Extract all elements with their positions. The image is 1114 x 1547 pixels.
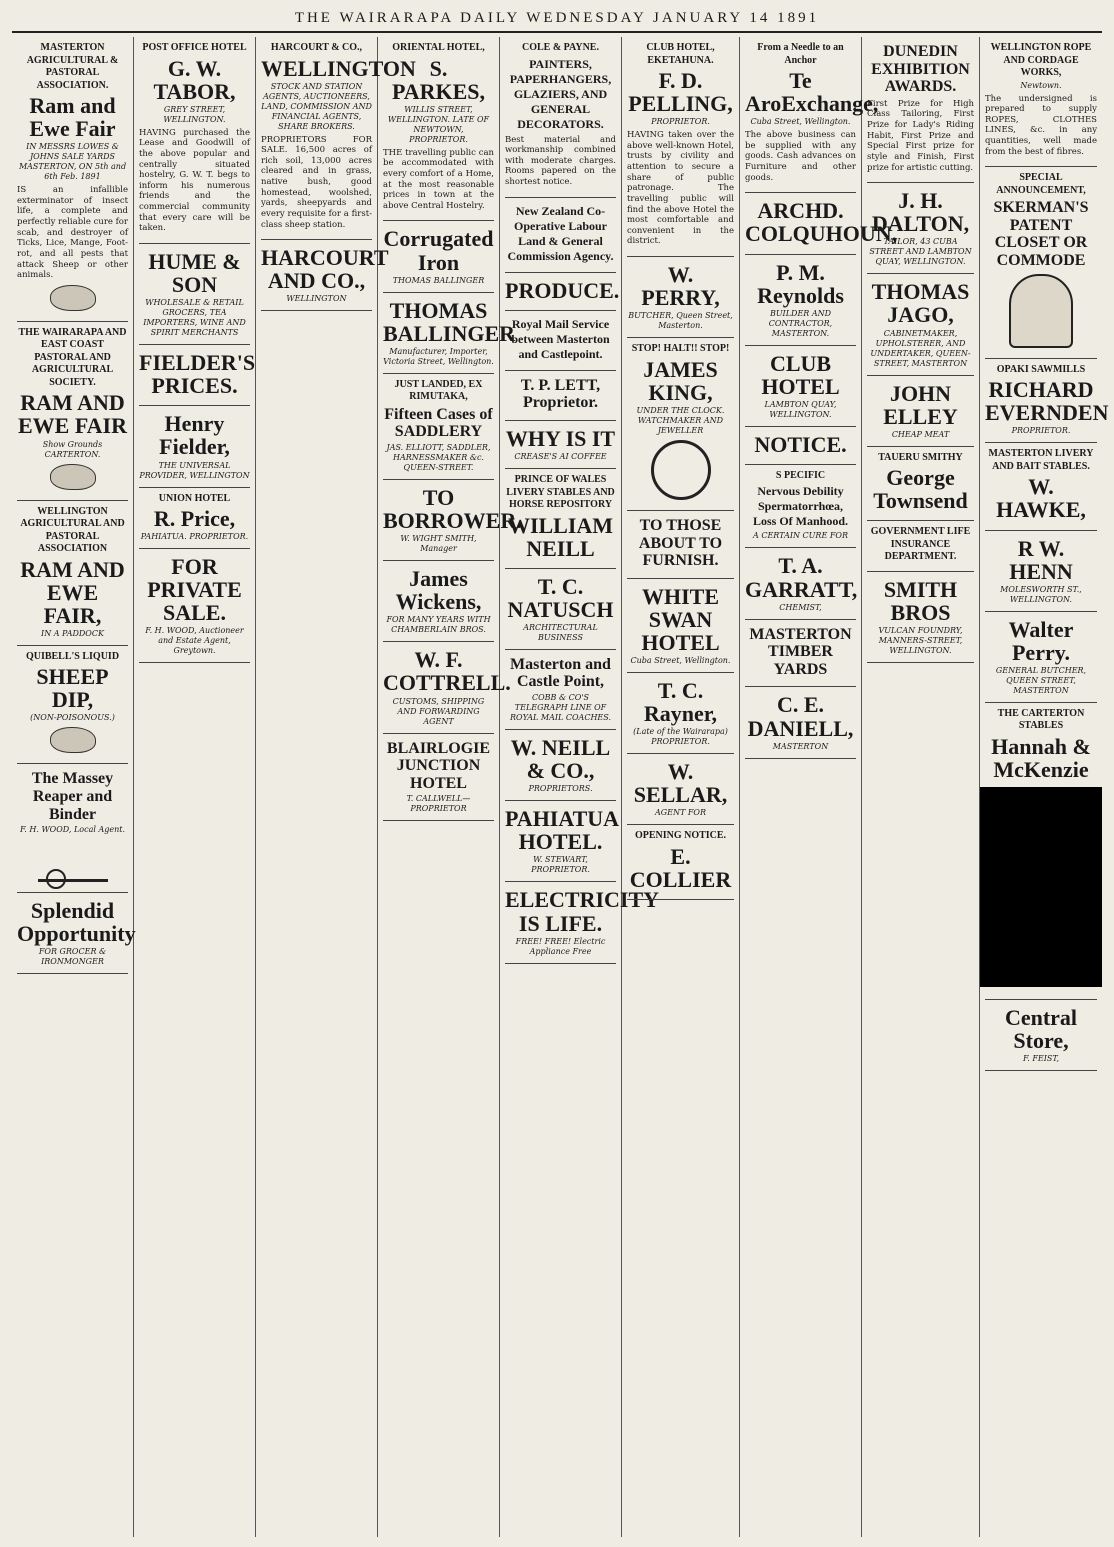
advertisement (383, 642, 511, 733)
ad-headline: The Massey Reaper and Binder (31, 770, 114, 823)
ad-headline: W. NEILL & CO., (510, 735, 611, 784)
ad-headline: Fifteen Cases of SADDLERY (384, 405, 493, 441)
ad-subtitle: CREASE'S AI COFFEE (514, 452, 607, 461)
ad-subtitle: AGENT FOR (654, 808, 707, 818)
ad-headline: Royal Mail Service between Masterton and Castlepoint. (511, 316, 610, 361)
ad-headline: T. C. NATUSCH (507, 573, 614, 622)
advertisement (627, 37, 734, 257)
ad-headline: JAMES KING, (643, 356, 718, 405)
ad-headline: W. SELLAR, (633, 759, 728, 808)
advertisement (745, 687, 856, 758)
sheep-illustration-icon (50, 285, 96, 311)
advertisement (627, 257, 734, 338)
ad-title: SPECIAL ANNOUNCEMENT, (996, 172, 1086, 196)
ad-subtitle: F. FEIST, (1022, 1054, 1060, 1064)
ad-subtitle: A CERTAIN CURE FOR (753, 531, 848, 541)
ad-headline: PAINTERS, PAPERHANGERS, GLAZIERS, AND GENERAL DECORATORS. (509, 56, 612, 131)
column-6 (622, 37, 740, 1537)
ad-headline: HUME & SON (148, 248, 241, 298)
column-9 (980, 37, 1109, 1537)
ad-title: THE CARTERTON STABLES (997, 707, 1085, 732)
ad-headline: W. F. COTTRELL. (383, 647, 511, 696)
ad-headline: WHY IS IT (505, 425, 616, 451)
advertisement (627, 673, 734, 754)
advertisement (505, 650, 616, 730)
advertisement (867, 521, 974, 572)
ad-body-text: IS an infallible exterminator of insect life, a complete and perfectly reliable cure for scab, and destroyer of Ticks, Lice, Mange, Foot-rot, and all pests that attack Sheep or other animals. (17, 185, 128, 281)
ad-headline: NOTICE. (754, 431, 847, 457)
ad-subtitle: Manufacturer, Importer, Victoria Street, Wellington. (383, 346, 494, 366)
advertisement (139, 406, 250, 487)
ad-body-text: First Prize for High Class Tailoring, First Prize for Lady's Riding Habit, First Prize and Special First prize for style and Finish, First prize for artistic cutting. (867, 98, 974, 173)
advertisement (867, 183, 974, 274)
ad-subtitle: THOMAS BALLINGER (392, 275, 485, 285)
advertisement (505, 37, 616, 198)
column-5 (500, 37, 660, 1537)
advertisement (745, 193, 898, 254)
redacted-region (980, 787, 1102, 987)
advertisement (745, 620, 856, 688)
advertisement (17, 37, 128, 322)
advertisement (867, 376, 974, 447)
ad-subtitle: TAILOR, 43 CUBA STREET AND LAMBTON QUAY, WELLINGTON. (869, 237, 972, 267)
ad-headline: T. P. LETT, Proprietor. (520, 376, 601, 412)
advertisement (17, 501, 128, 646)
ad-subtitle: VULCAN FOUNDRY, MANNERS-STREET, WELLINGTON. (878, 626, 963, 656)
ad-subtitle: CHEMIST, (779, 602, 822, 612)
ad-subtitle: PROPRIETORS. (528, 784, 593, 794)
ad-headline: ELECTRICITY IS LIFE. (505, 887, 660, 936)
ad-subtitle: FOR GROCER & IRONMONGER (38, 947, 107, 967)
ad-headline: Central Store, (1004, 1005, 1078, 1054)
ad-subtitle: WHOLESALE & RETAIL GROCERS, TEA IMPORTERS, WINE AND SPIRIT MERCHANTS (143, 298, 246, 338)
advertisement (383, 37, 494, 221)
ad-subtitle: WILLIS STREET, WELLINGTON. LATE OF NEWTOWN, PROPRIETOR. (387, 104, 490, 144)
advertisement (867, 274, 974, 375)
advertisement (505, 569, 616, 650)
ad-headline: BLAIRLOGIE JUNCTION HOTEL (386, 739, 491, 792)
ad-subtitle: PROPRIETOR. (651, 117, 710, 127)
ad-title: UNION HOTEL (158, 492, 231, 504)
advertisement (139, 488, 250, 550)
advertisement (985, 1000, 1097, 1071)
ad-headline: SMITH BROS (883, 576, 958, 625)
advertisement (261, 240, 389, 311)
ad-subtitle: (Late of the Wairarapa) PROPRIETOR. (633, 727, 728, 747)
ad-subtitle: JAS. ELLIOTT, SADDLER, HARNESSMAKER &c. QUEEN-STREET. (386, 443, 491, 472)
ad-headline: PAHIATUA HOTEL. (505, 806, 620, 855)
ad-headline: SKERMAN'S PATENT CLOSET OR COMMODE (993, 199, 1089, 270)
ad-headline: RAM AND EWE FAIR (18, 390, 127, 439)
ad-headline: R. Price, (153, 506, 236, 531)
ad-subtitle: CHEAP MEAT (891, 429, 950, 439)
advertisement (139, 244, 250, 345)
ad-subtitle: STOCK AND STATION AGENTS, AUCTIONEERS, LAND, COMMISSION AND FINANCIAL AGENTS, SHARE BROKERS. (261, 81, 372, 131)
ad-subtitle: MASTERTON (772, 741, 829, 751)
ad-headline: Walter Perry. (1008, 616, 1074, 665)
column-1 (12, 37, 134, 1537)
columns-container (12, 37, 1109, 1537)
advertisement (985, 531, 1097, 612)
ad-title: S PECIFIC (775, 469, 826, 481)
advertisement (627, 579, 734, 673)
ad-subtitle: PAHIATUA. PROPRIETOR. (140, 532, 249, 542)
ad-headline: Hannah & McKenzie (991, 733, 1091, 782)
ad-headline: Te AroExchange, (745, 68, 879, 117)
advertisement (745, 465, 856, 549)
advertisement (383, 374, 494, 480)
ad-headline: Masterton and Castle Point, (510, 655, 611, 691)
advertisement (985, 703, 1097, 1000)
ad-title: JUST LANDED, EX RIMUTAKA, (394, 378, 483, 403)
advertisement (17, 764, 128, 893)
ad-headline: Ram and Ewe Fair (29, 93, 116, 142)
ad-body-text: Best material and workmanship combined with moderate charges. Rooms papered on the shortest notice. (505, 134, 616, 187)
reaper-binder-illustration-icon (38, 839, 108, 882)
advertisement (17, 322, 128, 501)
advertisement (505, 469, 616, 569)
ad-headline: HARCOURT AND CO., (261, 245, 389, 294)
column-2 (134, 37, 256, 1537)
ad-subtitle: Newtown. (1020, 80, 1062, 90)
ad-subtitle: Cuba Street, Wellington. (750, 117, 851, 127)
ad-headline: C. E. DANIELL, (747, 692, 854, 741)
clock-illustration-icon (651, 440, 711, 500)
ad-body-text: The above business can be supplied with any goods. Cash advances on Furniture and other goods. (745, 130, 856, 183)
ad-headline: Splendid Opportunity (17, 898, 136, 947)
advertisement (17, 893, 136, 974)
ad-subtitle: IN MESSRS LOWES & JOHNS SALE YARDS MASTERTON, ON 5th and 6th Feb. 1891 (18, 142, 127, 182)
advertisement (985, 359, 1109, 444)
advertisement (745, 255, 856, 346)
ad-headline: ARCHD. COLQUHOUN, (745, 198, 898, 247)
advertisement (627, 338, 734, 511)
ad-subtitle: UNDER THE CLOCK. WATCHMAKER AND JEWELLER (636, 405, 725, 435)
ad-headline: F. D. PELLING, (628, 68, 733, 117)
advertisement (627, 754, 734, 825)
column-3 (256, 37, 416, 1537)
ad-subtitle: WELLINGTON (286, 294, 347, 304)
advertisement (383, 480, 522, 561)
ad-headline: J. H. DALTON, (871, 188, 970, 237)
ad-body-text: The undersigned is prepared to supply ROPES, CLOTHES LINES, &c. in any quantities, well made from the best of fibres. (985, 93, 1097, 157)
advertisement (985, 612, 1097, 703)
commode-illustration-icon (1009, 274, 1073, 348)
sheep-illustration-icon (50, 727, 96, 753)
advertisement (139, 345, 256, 406)
ad-title: MASTERTON LIVERY AND BAIT STABLES. (988, 448, 1094, 472)
ad-headline: George Townsend (873, 465, 968, 514)
ad-headline: Nervous Debility Spermatorrhœa, Loss Of Manhood. (752, 484, 849, 529)
ad-body-text: PROPRIETORS FOR SALE. 16,500 acres of rich soil, 13,000 acres cleared and in grass, native bush, good homestead, woolshed, yards, sheepyards and every requisite for a first-class sheep station. (261, 134, 372, 230)
advertisement (745, 346, 856, 427)
ad-headline: Henry Fielder, (159, 411, 230, 460)
advertisement (505, 801, 620, 882)
ad-headline: S. PARKES, (391, 55, 486, 104)
ad-subtitle: THE UNIVERSAL PROVIDER, WELLINGTON (139, 460, 250, 480)
ad-title: COLE & PAYNE. (522, 42, 599, 53)
ad-subtitle: COBB & CO'S TELEGRAPH LINE OF ROYAL MAIL COACHES. (510, 693, 611, 723)
advertisement (505, 730, 616, 801)
column-8 (862, 37, 980, 1537)
ad-subtitle: MOLESWORTH ST., WELLINGTON. (1000, 584, 1082, 604)
sheep-illustration-icon (50, 464, 96, 490)
ad-headline: RAM AND EWE FAIR, (20, 556, 125, 628)
ad-subtitle: LAMBTON QUAY, WELLINGTON. (764, 399, 837, 419)
ad-subtitle: IN A PADDOCK (41, 628, 104, 638)
advertisement (505, 882, 660, 963)
ad-headline: WHITE SWAN HOTEL (641, 583, 720, 655)
advertisement (261, 37, 416, 240)
advertisement (383, 293, 516, 374)
ad-headline: CLUB HOTEL (761, 350, 840, 399)
advertisement (383, 734, 494, 822)
ad-title: MASTERTON AGRICULTURAL & PASTORAL ASSOCIATION. (26, 42, 119, 91)
ad-title: OPENING NOTICE. (634, 830, 727, 842)
advertisement (627, 825, 734, 900)
ad-headline: R W. HENN (1009, 535, 1073, 584)
advertisement (867, 37, 974, 183)
advertisement (383, 221, 494, 292)
ad-body-text: THE travelling public can be accommodated with every comfort of a Home, at the most reasonable prices in town at the above Central Hostelry. (383, 147, 494, 211)
ad-title: STOP! HALT!! STOP! (631, 343, 730, 355)
ad-headline: P. M. Reynolds (757, 259, 844, 308)
ad-headline: FIELDER'S PRICES. (139, 350, 256, 399)
advertisement (867, 447, 974, 522)
ad-subtitle: FREE! FREE! Electric Appliance Free (515, 936, 606, 956)
ad-title: CLUB HOTEL, EKETAHUNA. (646, 42, 715, 66)
advertisement (867, 572, 974, 663)
ad-headline: TO THOSE ABOUT TO FURNISH. (638, 516, 723, 570)
ad-title: ORIENTAL HOTEL, (392, 42, 485, 53)
ad-title: POST OFFICE HOTEL (142, 42, 247, 53)
advertisement (745, 548, 856, 619)
ad-headline: James Wickens, (395, 566, 482, 615)
ad-subtitle: BUILDER AND CONTRACTOR, MASTERTON. (768, 308, 833, 338)
ad-subtitle: ARCHITECTURAL BUSINESS (523, 622, 598, 642)
ad-subtitle: T. CALLWELL—PROPRIETOR (406, 794, 471, 814)
ad-headline: PRODUCE. (505, 277, 620, 303)
ad-subtitle: W. WIGHT SMITH, Manager (400, 534, 477, 554)
ad-headline: G. W. TABOR, (153, 55, 236, 104)
ad-subtitle: GENERAL BUTCHER, QUEEN STREET, MASTERTON (995, 665, 1087, 695)
column-7 (740, 37, 898, 1537)
advertisement (139, 37, 250, 244)
ad-subtitle: FOR MANY YEARS WITH CHAMBERLAIN BROS. (386, 615, 491, 635)
ad-subtitle: W. STEWART, PROPRIETOR. (531, 855, 590, 875)
ad-subtitle: Cuba Street, Wellington. (630, 656, 731, 665)
ad-headline: FOR PRIVATE SALE. (147, 554, 242, 626)
ad-subtitle: F. H. WOOD, Local Agent. (19, 825, 126, 835)
advertisement (985, 37, 1097, 167)
ad-title: TAUERU SMITHY (878, 451, 963, 463)
ad-headline: T. A. GARRATT, (745, 553, 858, 602)
ad-headline: Corrugated Iron (383, 226, 494, 275)
ad-headline: MASTERTON TIMBER YARDS (749, 625, 852, 678)
advertisement (383, 561, 494, 642)
ad-headline: WILLIAM NEILL (507, 512, 614, 561)
ad-headline: SHEEP DIP, (36, 664, 109, 713)
ad-title: OPAKI SAWMILLS (996, 363, 1086, 375)
advertisement (627, 511, 734, 579)
ad-title: PRINCE OF WALES LIVERY STABLES AND HORSE REPOSITORY (506, 474, 615, 510)
ad-subtitle: (NON-POISONOUS.) (30, 713, 115, 723)
ad-headline: THOMAS JAGO, (871, 279, 970, 328)
ad-title: HARCOURT & CO., (270, 42, 363, 53)
masthead: THE WAIRARAPA DAILY WEDNESDAY JANUARY 14 1891 (12, 10, 1102, 33)
ad-title: GOVERNMENT LIFE INSURANCE DEPARTMENT. (870, 526, 971, 563)
ad-title: QUIBELL'S LIQUID (25, 650, 120, 662)
advertisement (505, 311, 616, 371)
advertisement (985, 443, 1097, 530)
ad-body-text: HAVING taken over the above well-known Hotel, trusts by civility and attention to secure a share of public patronage. The travelling public will find the above Hotel the most comfortable and convenient in the district. (627, 130, 734, 247)
ad-subtitle: BUTCHER, Queen Street, Masterton. (628, 311, 733, 331)
ad-headline: New Zealand Co-Operative Labour Land & General Commission Agency. (507, 203, 614, 263)
ad-headline: T. C. Rayner, (643, 678, 718, 727)
ad-title: WELLINGTON AGRICULTURAL AND PASTORAL ASSOCIATION (20, 505, 125, 554)
ad-subtitle: F. H. WOOD, Auctioneer and Estate Agent, Greytown. (145, 626, 244, 656)
ad-headline: RICHARD EVERNDEN (985, 377, 1109, 426)
ad-headline: THOMAS BALLINGER (383, 297, 516, 346)
advertisement (505, 198, 616, 273)
advertisement (17, 646, 128, 765)
advertisement (505, 273, 620, 311)
ad-headline: W. PERRY, (641, 262, 720, 311)
ad-headline: TO BORROWER. (383, 485, 522, 534)
ad-title: From a Needle to an Anchor (757, 42, 844, 66)
ad-title: THE WAIRARAPA AND EAST COAST PASTORAL AND AGRICULTURAL SOCIETY. (18, 326, 127, 388)
ad-subtitle: CABINETMAKER, UPHOLSTERER, AND UNDERTAKER, QUEEN-STREET, MASTERTON (870, 328, 971, 368)
ad-headline: W. HAWKE, (996, 474, 1086, 523)
ad-headline: WELLINGTON (261, 55, 416, 81)
advertisement (745, 37, 879, 193)
ad-title: WELLINGTON ROPE AND CORDAGE WORKS, (990, 42, 1092, 78)
advertisement (985, 167, 1097, 358)
ad-subtitle: Show Grounds CARTERTON. (42, 439, 103, 459)
advertisement (139, 549, 250, 663)
ad-subtitle: CUSTOMS, SHIPPING AND FORWARDING AGENT (392, 696, 485, 726)
ad-subtitle: PROPRIETOR. (1011, 426, 1071, 436)
advertisement (505, 371, 616, 421)
ad-headline: DUNEDIN EXHIBITION AWARDS. (871, 43, 970, 96)
ad-body-text: HAVING purchased the Lease and Goodwill of the above popular and centrally situated hostelry, G. W. T. begs to inform his numerous friends and the commercial community that every care will be taken. (139, 127, 250, 234)
advertisement (505, 421, 616, 469)
column-4 (378, 37, 522, 1537)
ad-headline: E. COLLIER (629, 843, 732, 892)
ad-subtitle: GREY STREET, WELLINGTON. (163, 104, 226, 124)
advertisement (745, 427, 856, 465)
ad-headline: JOHN ELLEY (883, 380, 958, 429)
